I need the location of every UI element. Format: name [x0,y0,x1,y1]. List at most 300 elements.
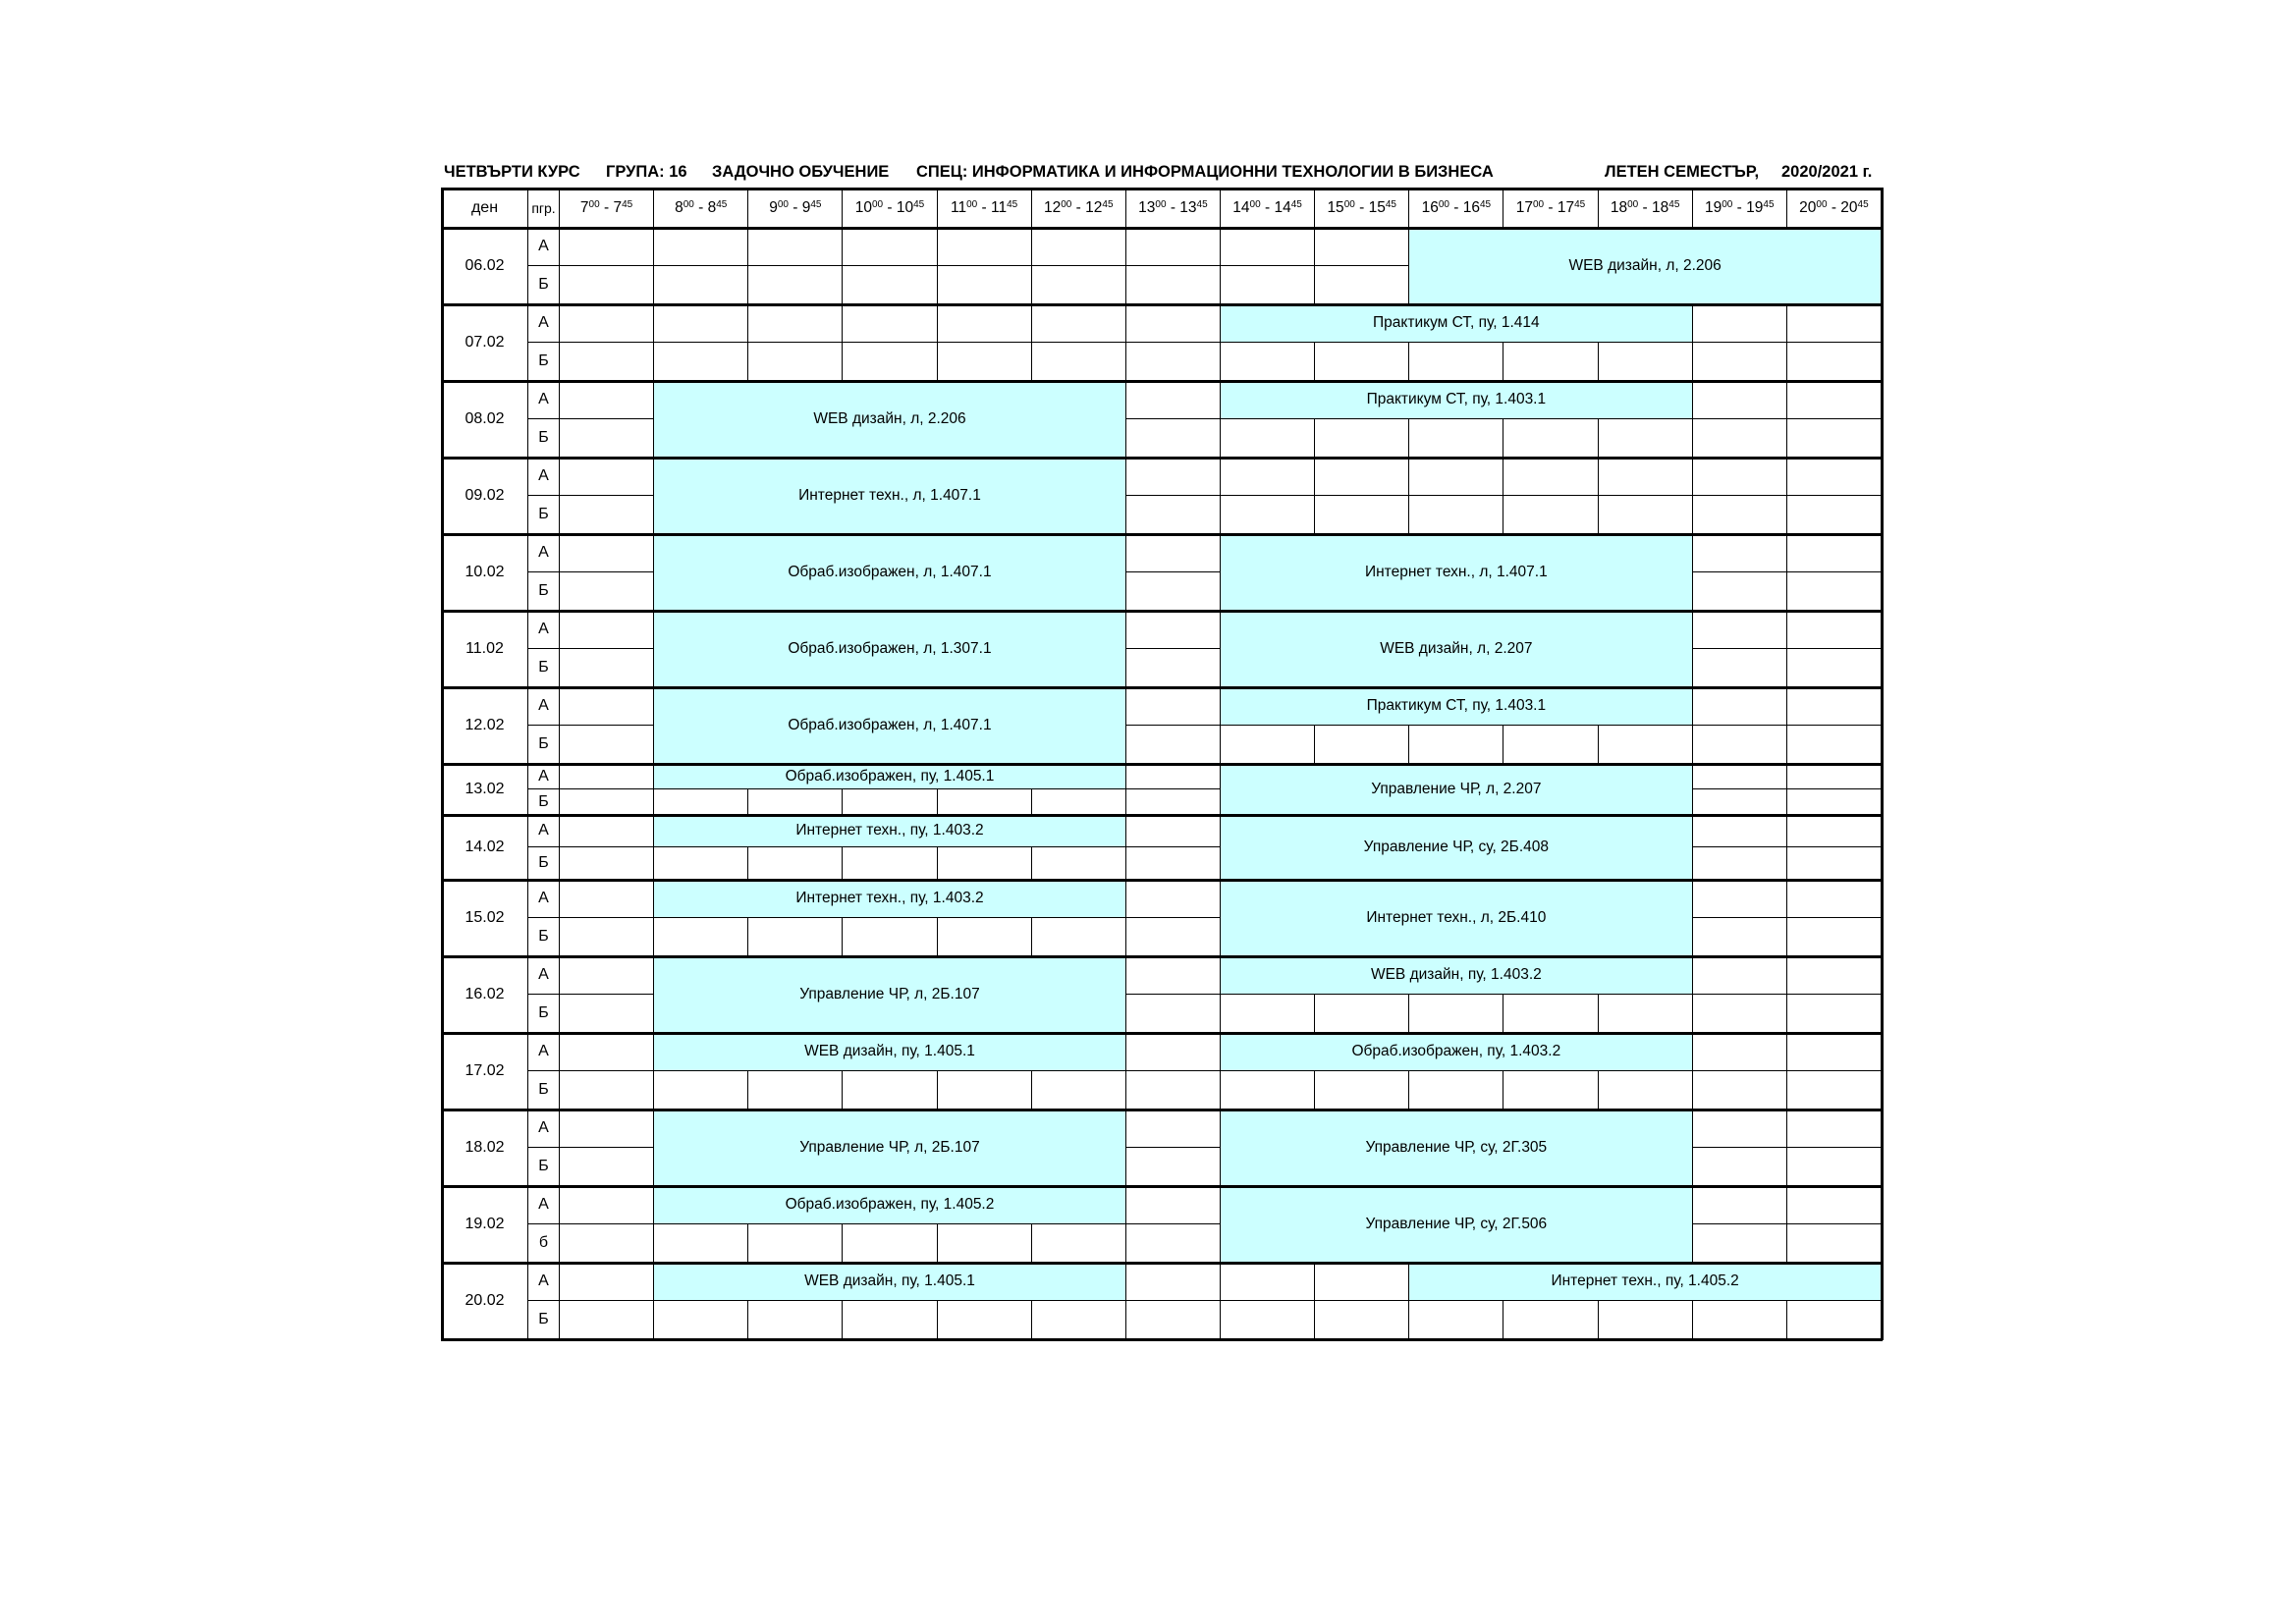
slot-separator: - [1544,198,1558,216]
empty-slot-cell [1314,457,1409,496]
empty-slot-cell [559,571,654,611]
class-event[interactable] [653,533,1126,611]
empty-slot-cell [1598,418,1693,458]
slot-end-minutes: 45 [1290,199,1302,210]
empty-slot-cell [1408,1300,1503,1339]
subgroup-cell: А [527,227,560,266]
table-border [441,457,1883,460]
empty-slot-cell [559,846,654,880]
empty-slot-cell [842,265,937,304]
empty-slot-cell [1786,725,1882,764]
empty-slot-cell [1786,814,1882,847]
class-event[interactable] [653,763,1126,789]
empty-slot-cell [937,917,1032,956]
empty-slot-cell [1125,265,1221,304]
slot-end-minutes: 45 [1479,199,1492,210]
group-label: ГРУПА: 16 [606,163,687,181]
class-event[interactable] [653,1109,1126,1186]
class-event[interactable] [1220,1185,1693,1263]
table-border [441,188,1883,190]
empty-slot-cell [1314,725,1409,764]
empty-slot-cell [1692,533,1787,572]
empty-slot-cell [937,1223,1032,1263]
subgroup-cell: А [527,533,560,572]
slot-end-minutes: 45 [1385,199,1396,210]
empty-slot-cell [1692,1147,1787,1186]
time-slot-header [1220,188,1315,228]
empty-slot-cell [653,788,748,815]
empty-slot-cell [559,725,654,764]
class-event[interactable] [1408,1262,1882,1301]
empty-slot-cell [747,342,843,381]
empty-slot-cell [559,686,654,726]
empty-slot-cell [559,1109,654,1148]
empty-slot-cell [1220,495,1315,534]
class-event[interactable] [1220,533,1693,611]
table-border [441,814,1883,817]
slot-end-hour: 20 [1840,198,1858,216]
empty-slot-cell [1125,380,1221,419]
empty-slot-cell [1125,1147,1221,1186]
subgroup-cell: Б [527,917,560,956]
time-slot-header [653,188,748,228]
class-event[interactable] [1408,227,1882,304]
empty-slot-cell [1692,418,1787,458]
empty-slot-cell [937,1070,1032,1110]
empty-slot-cell [559,1032,654,1071]
empty-slot-cell [1220,342,1315,381]
subgroup-cell: Б [527,418,560,458]
class-event-label: Практикум СТ, пу, 1.403.1 [1366,391,1547,407]
slot-start-hour: 17 [1515,198,1533,216]
subgroup-cell: Б [527,846,560,880]
slot-separator: - [788,198,802,216]
subgroup-cell: А [527,686,560,726]
subgroup-cell: Б [527,788,560,815]
slot-start-hour: 10 [854,198,872,216]
study-mode-label: ЗАДОЧНО ОБУЧЕНИЕ [712,163,890,181]
empty-slot-cell [1314,495,1409,534]
class-event[interactable] [653,457,1126,534]
empty-slot-cell [1125,227,1221,266]
empty-slot-cell [1503,725,1598,764]
class-event[interactable] [653,879,1126,918]
empty-slot-cell [747,303,843,343]
empty-slot-cell [1598,994,1693,1033]
empty-slot-cell [559,227,654,266]
day-date-cell: 11.02 [441,610,528,687]
empty-slot-cell [1598,342,1693,381]
empty-slot-cell [1125,788,1221,815]
table-border [441,686,1883,689]
subgroup-cell: А [527,1185,560,1224]
slot-end-hour: 13 [1179,198,1197,216]
time-slot-header [1314,188,1409,228]
empty-slot-cell [937,1300,1032,1339]
empty-slot-cell [1125,879,1221,918]
empty-slot-cell [1125,418,1221,458]
slot-start-hour: 14 [1232,198,1250,216]
empty-slot-cell [559,495,654,534]
slot-separator: - [599,198,614,216]
empty-slot-cell [1314,227,1409,266]
class-event-label: WEB дизайн, л, 2.206 [1568,256,1722,274]
slot-end-minutes: 45 [810,199,822,210]
subgroup-cell: Б [527,1070,560,1110]
class-event[interactable] [1220,879,1693,956]
empty-slot-cell [842,1300,937,1339]
empty-slot-cell [559,303,654,343]
empty-slot-cell [1692,879,1787,918]
slot-end-minutes: 45 [716,199,728,210]
empty-slot-cell [1220,418,1315,458]
empty-slot-cell [1786,686,1882,726]
empty-slot-cell [559,879,654,918]
slot-end-hour: 19 [1746,198,1764,216]
empty-slot-cell [559,1147,654,1186]
empty-slot-cell [1125,1300,1221,1339]
empty-slot-cell [1031,846,1126,880]
day-date-cell: 20.02 [441,1262,528,1339]
empty-slot-cell [1786,1032,1882,1071]
empty-slot-cell [1786,917,1882,956]
empty-slot-cell [747,1223,843,1263]
class-event[interactable] [653,686,1126,764]
day-date-cell: 06.02 [441,227,528,304]
empty-slot-cell [1031,227,1126,266]
slot-end-minutes: 45 [1102,199,1114,210]
empty-slot-cell [1786,788,1882,815]
day-date-cell: 14.02 [441,814,528,880]
empty-slot-cell [1220,994,1315,1033]
empty-slot-cell [1786,763,1882,789]
class-event[interactable] [653,380,1126,458]
empty-slot-cell [1503,342,1598,381]
empty-slot-cell [1786,955,1882,995]
empty-slot-cell [1692,917,1787,956]
slot-end-minutes: 45 [1007,199,1018,210]
empty-slot-cell [1125,1262,1221,1301]
empty-slot-cell [559,917,654,956]
empty-slot-cell [559,788,654,815]
slot-separator: - [1071,198,1086,216]
table-border [441,380,1883,383]
subgroup-cell: Б [527,1300,560,1339]
empty-slot-cell [1125,342,1221,381]
empty-slot-cell [1692,1070,1787,1110]
class-event-label: Практикум СТ, пу, 1.414 [1373,314,1540,331]
subgroup-cell: А [527,955,560,995]
table-border [441,1262,1883,1265]
empty-slot-cell [1692,686,1787,726]
empty-slot-cell [559,418,654,458]
table-border [441,879,1883,882]
class-event-label: Интернет техн., л, 2Б.410 [1366,908,1547,926]
empty-slot-cell [1125,533,1221,572]
empty-slot-cell [937,788,1032,815]
subgroup-column-header: пгр. [527,188,560,228]
empty-slot-cell [1031,1223,1126,1263]
empty-slot-cell [1314,1070,1409,1110]
subgroup-cell: А [527,1032,560,1071]
slot-start-minutes: 00 [683,199,694,210]
time-slot-header [1031,188,1126,228]
empty-slot-cell [1503,994,1598,1033]
subgroup-cell: А [527,814,560,847]
class-event-label: Обраб.изображен, л, 1.407.1 [788,563,992,580]
empty-slot-cell [1125,814,1221,847]
table-border [441,610,1883,613]
slot-separator: - [883,198,897,216]
empty-slot-cell [1408,994,1503,1033]
empty-slot-cell [842,303,937,343]
empty-slot-cell [1314,342,1409,381]
empty-slot-cell [1125,457,1221,496]
empty-slot-cell [1314,418,1409,458]
academic-year-label: 2020/2021 г. [1781,163,1873,181]
empty-slot-cell [1220,1262,1315,1301]
empty-slot-cell [1408,342,1503,381]
empty-slot-cell [1692,495,1787,534]
slot-end-hour: 11 [991,198,1008,216]
time-slot-header [842,188,937,228]
class-event[interactable] [1220,303,1693,343]
class-event-label: Обраб.изображен, пу, 1.405.2 [785,1196,995,1213]
subgroup-cell: А [527,303,560,343]
class-event[interactable] [653,1185,1126,1224]
empty-slot-cell [1692,788,1787,815]
empty-slot-cell [1408,725,1503,764]
empty-slot-cell [1031,1300,1126,1339]
class-event-label: Интернет техн., пу, 1.403.2 [795,890,984,906]
empty-slot-cell [747,846,843,880]
class-event[interactable] [1220,380,1693,419]
slot-separator: - [1260,198,1275,216]
empty-slot-cell [1786,1223,1882,1263]
empty-slot-cell [1786,571,1882,611]
empty-slot-cell [559,648,654,687]
slot-start-hour: 18 [1610,198,1628,216]
empty-slot-cell [1408,457,1503,496]
table-border [441,1338,1883,1341]
empty-slot-cell [1125,994,1221,1033]
empty-slot-cell [1598,457,1693,496]
empty-slot-cell [1408,418,1503,458]
slot-end-minutes: 45 [1574,199,1586,210]
empty-slot-cell [1125,846,1221,880]
time-slot-header [1598,188,1693,228]
slot-end-hour: 12 [1085,198,1103,216]
empty-slot-cell [1786,418,1882,458]
subgroup-cell: б [527,1223,560,1263]
empty-slot-cell [1598,1300,1693,1339]
empty-slot-cell [1786,994,1882,1033]
time-slot-header [1786,188,1882,228]
class-event-label: WEB дизайн, л, 2.207 [1380,639,1533,657]
empty-slot-cell [1786,610,1882,649]
empty-slot-cell [559,380,654,419]
empty-slot-cell [1503,1070,1598,1110]
table-border [441,763,1883,766]
empty-slot-cell [1692,1223,1787,1263]
slot-start-hour: 13 [1138,198,1156,216]
empty-slot-cell [1314,994,1409,1033]
empty-slot-cell [559,994,654,1033]
empty-slot-cell [1125,610,1221,649]
slot-end-minutes: 45 [1196,199,1208,210]
slot-start-hour: 15 [1327,198,1344,216]
class-event[interactable] [1220,610,1693,687]
empty-slot-cell [937,303,1032,343]
empty-slot-cell [842,917,937,956]
empty-slot-cell [1125,1185,1221,1224]
subgroup-cell: А [527,763,560,789]
class-event[interactable] [1220,955,1693,995]
empty-slot-cell [1692,1300,1787,1339]
slot-start-minutes: 00 [1627,199,1639,210]
empty-slot-cell [1786,342,1882,381]
slot-start-hour: 11 [951,198,967,216]
empty-slot-cell [559,814,654,847]
empty-slot-cell [1125,648,1221,687]
day-date-cell: 19.02 [441,1185,528,1263]
empty-slot-cell [842,1070,937,1110]
empty-slot-cell [1786,1185,1882,1224]
class-event[interactable] [653,1032,1126,1071]
subgroup-cell: А [527,380,560,419]
empty-slot-cell [559,610,654,649]
slot-start-minutes: 00 [1155,199,1167,210]
empty-slot-cell [1692,457,1787,496]
empty-slot-cell [1692,846,1787,880]
subgroup-cell: Б [527,1147,560,1186]
empty-slot-cell [1786,1109,1882,1148]
empty-slot-cell [1786,533,1882,572]
class-event[interactable] [1220,814,1693,880]
empty-slot-cell [559,1223,654,1263]
table-border [441,955,1883,958]
slot-end-hour: 17 [1557,198,1575,216]
slot-end-hour: 18 [1652,198,1669,216]
time-slot-header [559,188,654,228]
empty-slot-cell [1031,917,1126,956]
slot-start-hour: 7 [579,198,589,216]
slot-separator: - [1732,198,1747,216]
empty-slot-cell [559,457,654,496]
day-date-cell: 17.02 [441,1032,528,1110]
empty-slot-cell [1786,846,1882,880]
class-event[interactable] [1220,1109,1693,1186]
class-event[interactable] [653,1262,1126,1301]
empty-slot-cell [1408,495,1503,534]
table-border [441,227,1883,230]
empty-slot-cell [1220,1300,1315,1339]
subgroup-cell: А [527,879,560,918]
empty-slot-cell [653,303,748,343]
empty-slot-cell [1786,457,1882,496]
empty-slot-cell [842,846,937,880]
subgroup-cell: А [527,1109,560,1148]
empty-slot-cell [1692,1109,1787,1148]
slot-start-hour: 8 [675,198,683,216]
day-date-cell: 18.02 [441,1109,528,1186]
class-event-label: Интернет техн., пу, 1.403.2 [795,822,984,839]
empty-slot-cell [559,265,654,304]
slot-end-minutes: 45 [1857,199,1869,210]
empty-slot-cell [559,1185,654,1224]
empty-slot-cell [937,846,1032,880]
slot-start-minutes: 00 [1249,199,1261,210]
empty-slot-cell [1692,814,1787,847]
empty-slot-cell [559,1300,654,1339]
empty-slot-cell [1031,788,1126,815]
class-event-label: Обраб.изображен, пу, 1.405.1 [785,767,995,785]
class-event-label: Интернет техн., л, 1.407.1 [1364,563,1548,580]
empty-slot-cell [1125,1032,1221,1071]
empty-slot-cell [1125,1223,1221,1263]
slot-end-hour: 16 [1462,198,1480,216]
slot-end-hour: 14 [1274,198,1291,216]
class-event-label: Управление ЧР, су, 2Г.305 [1365,1138,1548,1156]
empty-slot-cell [1692,763,1787,789]
empty-slot-cell [842,342,937,381]
class-event[interactable] [1220,1032,1693,1071]
empty-slot-cell [1031,303,1126,343]
slot-end-hour: 15 [1368,198,1386,216]
class-event[interactable] [653,955,1126,1033]
class-event[interactable] [1220,686,1693,726]
empty-slot-cell [559,955,654,995]
empty-slot-cell [653,265,748,304]
slot-start-hour: 20 [1799,198,1817,216]
time-slot-header [937,188,1032,228]
day-date-cell: 15.02 [441,879,528,956]
table-border [441,1109,1883,1111]
slot-separator: - [977,198,992,216]
empty-slot-cell [1598,495,1693,534]
empty-slot-cell [559,1262,654,1301]
class-event-label: Обраб.изображен, пу, 1.403.2 [1351,1043,1561,1059]
empty-slot-cell [1786,879,1882,918]
class-event-label: Обраб.изображен, л, 1.307.1 [788,639,992,657]
empty-slot-cell [1314,265,1409,304]
class-event-label: Управление ЧР, л, 2Б.107 [799,985,980,1002]
class-event[interactable] [1220,763,1693,815]
class-event-label: Интернет техн., л, 1.407.1 [798,486,981,504]
empty-slot-cell [1692,380,1787,419]
empty-slot-cell [937,227,1032,266]
subgroup-cell: Б [527,571,560,611]
class-event[interactable] [653,814,1126,847]
time-slot-header [1408,188,1503,228]
slot-end-hour: 9 [801,198,811,216]
slot-separator: - [1354,198,1369,216]
class-event-label: Управление ЧР, су, 2Г.506 [1365,1215,1548,1232]
slot-start-hour: 12 [1044,198,1062,216]
empty-slot-cell [1503,1300,1598,1339]
class-event[interactable] [653,610,1126,687]
slot-separator: - [1449,198,1463,216]
subgroup-cell: Б [527,725,560,764]
empty-slot-cell [1031,265,1126,304]
empty-slot-cell [559,342,654,381]
table-border [441,1185,1883,1188]
table-border [441,1032,1883,1035]
day-column-header: ден [441,188,528,228]
empty-slot-cell [1786,380,1882,419]
slot-start-hour: 16 [1421,198,1439,216]
day-date-cell: 08.02 [441,380,528,458]
